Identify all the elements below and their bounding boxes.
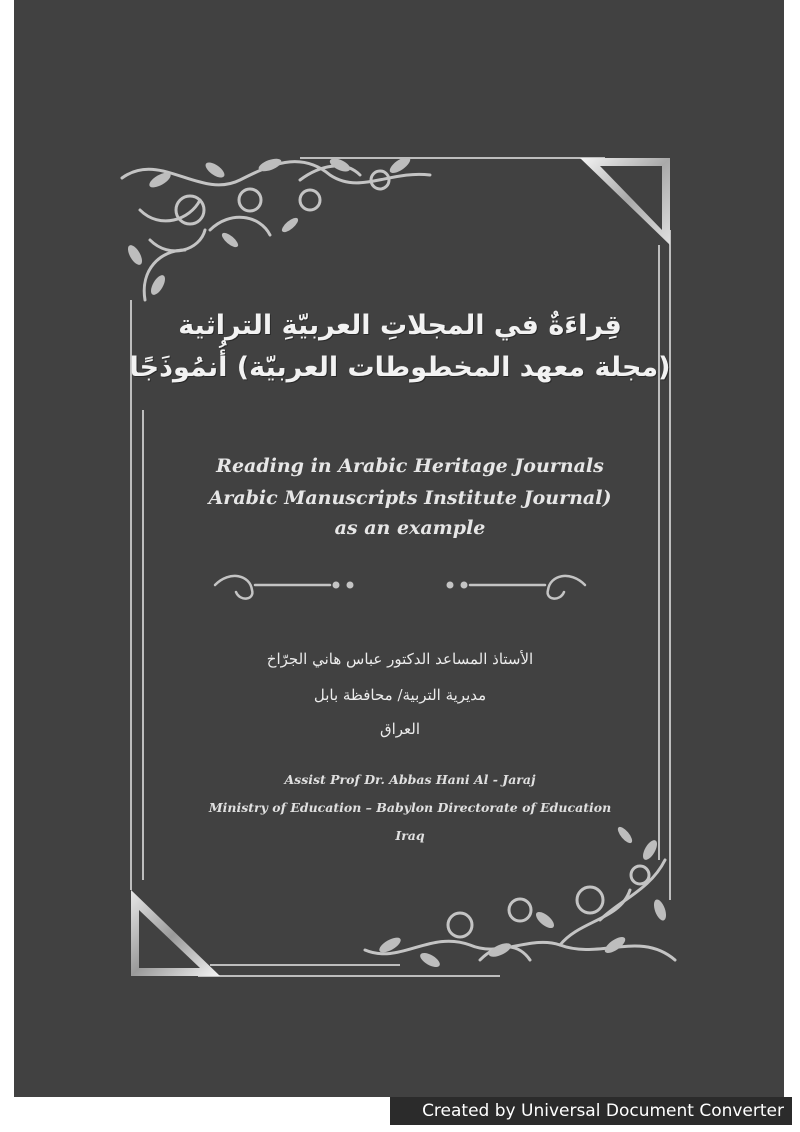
leaf-ornament-bottom-right (377, 825, 668, 970)
corner-ornament-bottom-left (131, 890, 220, 976)
english-title-line2: Arabic Manuscripts Institute Journal) (208, 487, 612, 509)
author-affiliation-en: Ministry of Education – Babylon Directorate of Education (208, 800, 612, 815)
leaf-ornament-top-left (125, 154, 413, 297)
floral-ornament-bottom-right (365, 860, 675, 960)
corner-ornament-top-right (580, 158, 670, 245)
arabic-title-line1: قِراءَةٌ في المجلاتِ العربيّةِ التراثية (178, 310, 622, 341)
converter-watermark: Created by Universal Document Converter (390, 1097, 792, 1125)
author-name-en: Assist Prof Dr. Abbas Hani Al - Jaraj (284, 772, 536, 787)
floral-ornament-top-left (122, 162, 430, 300)
english-title-line1: Reading in Arabic Heritage Journals (216, 455, 604, 477)
english-title-line3: as an example (334, 517, 486, 539)
author-country-ar: العراق (379, 720, 421, 738)
separator-ornament (215, 576, 585, 599)
author-affiliation-ar: مديرية التربية/ محافظة بابل (313, 686, 487, 704)
author-country-en: Iraq (395, 828, 425, 843)
arabic-title-line2: (مجلة معهد المخطوطات العربيّة) أُنمُوذَجًا (129, 352, 671, 383)
author-name-ar: الأستاذ المساعد الدكتور عباس هاني الجرّاخ (266, 650, 534, 668)
